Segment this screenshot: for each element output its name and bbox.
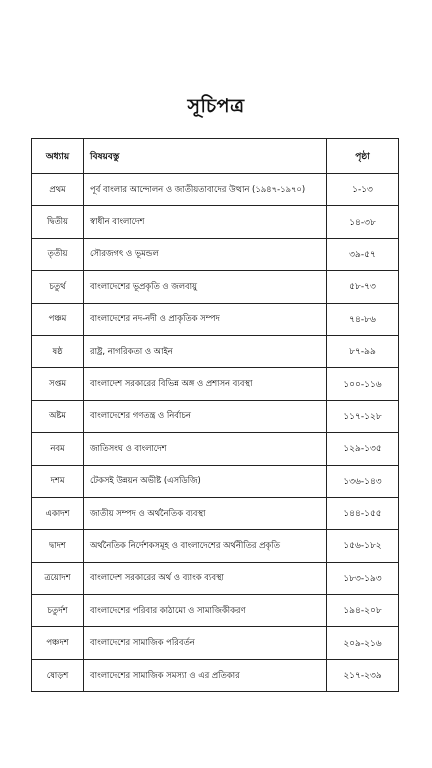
table-row — [32, 530, 399, 562]
page-cell: ১৪৪-১৫৫ — [327, 497, 399, 529]
page-title: সূচিপত্র — [187, 95, 245, 117]
table-row — [32, 303, 399, 335]
chapter-cell: সপ্তম — [32, 368, 84, 400]
page-cell: ১৪-৩৮ — [327, 206, 399, 238]
subject-cell: বাংলাদেশের সামাজিক সমস্যা ও এর প্রতিকার — [84, 659, 327, 691]
table-row — [32, 595, 399, 627]
header-page: পৃষ্ঠা — [327, 139, 399, 174]
chapter-cell: দ্বাদশ — [32, 530, 84, 562]
page-cell: ১-১৩ — [327, 174, 399, 206]
table-row — [32, 562, 399, 594]
chapter-cell: ত্রয়োদশ — [32, 562, 84, 594]
table-row — [32, 271, 399, 303]
chapter-cell: তৃতীয় — [32, 238, 84, 270]
page-cell: ৮৭-৯৯ — [327, 335, 399, 367]
table-of-contents — [31, 138, 399, 692]
page-cell: ৫৮-৭৩ — [327, 271, 399, 303]
chapter-cell: ষোড়শ — [32, 659, 84, 691]
page-cell: ১৮৩-১৯৩ — [327, 562, 399, 594]
chapter-cell: পঞ্চদশ — [32, 627, 84, 659]
subject-cell: পূর্ব বাংলার আন্দোলন ও জাতীয়তাবাদের উত্থান (১৯৪৭-১৯৭০) — [84, 174, 327, 206]
subject-cell: রাষ্ট্র, নাগরিকতা ও আইন — [84, 335, 327, 367]
chapter-cell: চতুর্থ — [32, 271, 84, 303]
page-cell: ৭৪-৮৬ — [327, 303, 399, 335]
page-cell: ১২৯-১৩৫ — [327, 433, 399, 465]
table-row — [32, 368, 399, 400]
chapter-cell: অষ্টম — [32, 400, 84, 432]
table-row — [32, 433, 399, 465]
subject-cell: বাংলাদেশের পরিবার কাঠামো ও সামাজিকীকরণ — [84, 595, 327, 627]
page-cell: ১৫৬-১৮২ — [327, 530, 399, 562]
page-cell: ১৯৪-২০৮ — [327, 595, 399, 627]
page-cell: ৩৯-৫৭ — [327, 238, 399, 270]
page-cell: ১০০-১১৬ — [327, 368, 399, 400]
subject-cell: জাতিসংঘ ও বাংলাদেশ — [84, 433, 327, 465]
chapter-cell: নবম — [32, 433, 84, 465]
subject-cell: বাংলাদেশের গণতন্ত্র ও নির্বাচন — [84, 400, 327, 432]
page-cell: ১৩৬-১৪৩ — [327, 465, 399, 497]
chapter-cell: দ্বিতীয় — [32, 206, 84, 238]
subject-cell: জাতীয় সম্পদ ও অর্থনৈতিক ব্যবস্থা — [84, 497, 327, 529]
subject-cell: বাংলাদেশ সরকারের বিভিন্ন অঙ্গ ও প্রশাসন ব্যবস্থা — [84, 368, 327, 400]
header-chapter: অধ্যায় — [32, 139, 84, 174]
chapter-cell: প্রথম — [32, 174, 84, 206]
table-row — [32, 174, 399, 206]
chapter-cell: দশম — [32, 465, 84, 497]
subject-cell: সৌরজগৎ ও ভূমন্ডল — [84, 238, 327, 270]
page-cell: ২১৭-২৩৯ — [327, 659, 399, 691]
chapter-cell: একাদশ — [32, 497, 84, 529]
table-row — [32, 497, 399, 529]
chapter-cell: চতুর্দশ — [32, 595, 84, 627]
subject-cell: বাংলাদেশের সামাজিক পরিবর্তন — [84, 627, 327, 659]
chapter-cell: পঞ্চম — [32, 303, 84, 335]
page-cell: ২০৯-২১৬ — [327, 627, 399, 659]
page-cell: ১১৭-১২৮ — [327, 400, 399, 432]
table-row — [32, 659, 399, 691]
table-header-row — [32, 139, 399, 174]
table-row — [32, 238, 399, 270]
table-row — [32, 400, 399, 432]
subject-cell: টেকসই উন্নয়ন অভীষ্ট (এসডিজি) — [84, 465, 327, 497]
table-row — [32, 206, 399, 238]
subject-cell: বাংলাদেশের নদ-নদী ও প্রাকৃতিক সম্পদ — [84, 303, 327, 335]
chapter-cell: ষষ্ঠ — [32, 335, 84, 367]
table-row — [32, 465, 399, 497]
subject-cell: অর্থনৈতিক নির্দেশকসমূহ ও বাংলাদেশের অর্থনীতির প্রকৃতি — [84, 530, 327, 562]
subject-cell: স্বাধীন বাংলাদেশ — [84, 206, 327, 238]
subject-cell: বাংলাদেশ সরকারের অর্থ ও ব্যাংক ব্যবস্থা — [84, 562, 327, 594]
table-row — [32, 335, 399, 367]
header-subject: বিষয়বস্তু — [84, 139, 327, 174]
table-row — [32, 627, 399, 659]
subject-cell: বাংলাদেশের ভূপ্রকৃতি ও জলবায়ু — [84, 271, 327, 303]
